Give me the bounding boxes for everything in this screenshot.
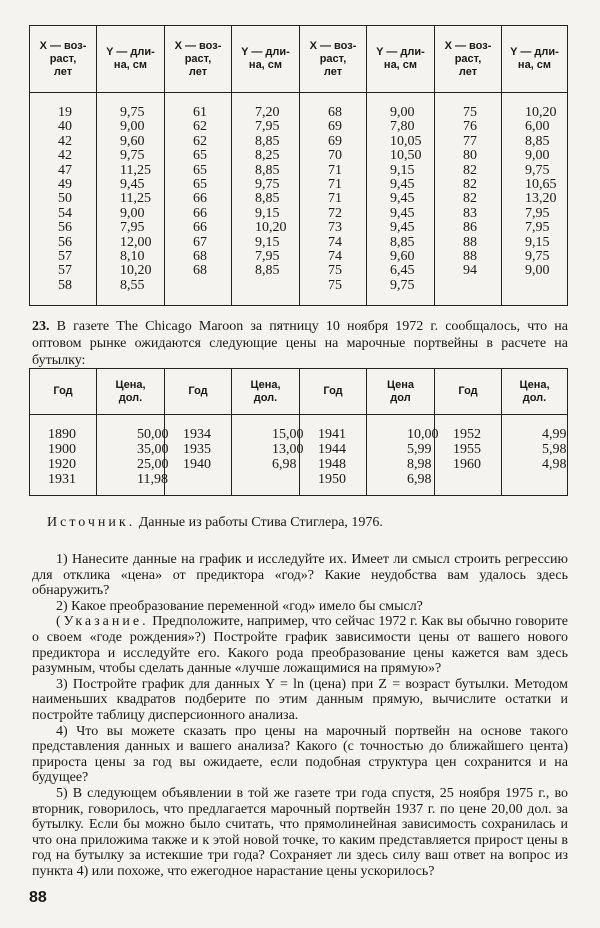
header-line: дол.	[253, 391, 278, 404]
table-cell: 69	[328, 119, 342, 135]
column-header	[165, 369, 232, 415]
column-header	[502, 369, 568, 415]
table-cell: 9,45	[120, 176, 145, 192]
question-3: 3) Постройте график для данных Y = ln (цена) при Z = возраст бутылки. Методом наименьших квадратов подберите по этим данным прямую, вычислите остатки и постройте таблицу дисперсионного анализа.	[32, 676, 568, 723]
table-cell: 10,00	[407, 427, 439, 442]
table-cell: 10,20	[255, 220, 287, 236]
column-header	[30, 369, 97, 415]
table-cell: 8,85	[525, 133, 550, 149]
table-cell: 15,00	[272, 427, 304, 442]
table-cell: 67	[193, 234, 207, 250]
table-cell: 66	[193, 220, 207, 236]
table-cell: 7,80	[390, 119, 415, 135]
table-cell: 1960	[453, 457, 481, 472]
table-cell: 9,60	[390, 248, 415, 264]
problem-text: В газете The Chicago Maroon за пятницу 10 ноября 1972 г. сообщалось, что на оптовом рынке ожидаются следующие цены на марочные портвейны в расчете на бутылку:	[32, 319, 568, 368]
header-line: раст,	[319, 52, 347, 65]
table-cell: 9,45	[390, 205, 415, 221]
problem-23	[32, 318, 568, 369]
column-header	[97, 26, 165, 93]
table-cell: 10,50	[390, 148, 422, 164]
column-header	[165, 26, 232, 93]
question-1: 1) Нанесите данные на график и исследуйте их. Имеет ли смысл строить регрессию для отклика «цена» от предиктора «год»? Какие неудобства вам удалось здесь обнаружить?	[32, 552, 568, 599]
table-cell: 75	[463, 105, 477, 120]
table-cell: 10,20	[525, 105, 557, 120]
table-cell: 10,20	[120, 263, 152, 279]
table-cell: 13,00	[272, 442, 304, 457]
table-cell: 40	[58, 119, 72, 135]
table-cell: 74	[328, 248, 342, 264]
table-cell: 75	[328, 263, 342, 279]
question-2-hint	[32, 614, 568, 676]
table-cell: 5,99	[407, 442, 432, 457]
table-cell: 7,95	[120, 220, 145, 236]
table-cell: 9,00	[525, 148, 550, 164]
table-cell: 1920	[48, 457, 76, 472]
table-cell: 1940	[183, 457, 211, 472]
value-column	[367, 93, 435, 306]
header-line: лет	[458, 65, 478, 78]
table-cell: 9,00	[120, 119, 145, 135]
table-cell: 9,75	[120, 105, 145, 120]
header-line: Год	[458, 385, 478, 397]
page-number: 88	[29, 889, 47, 906]
table-cell: 1955	[453, 442, 481, 457]
table-cell: 9,00	[390, 105, 415, 120]
table-cell: 54	[58, 205, 72, 221]
table-cell: 9,00	[120, 205, 145, 221]
column-header	[232, 26, 300, 93]
table-cell: 5,98	[542, 442, 567, 457]
table-cell: 68	[193, 248, 207, 264]
value-column	[97, 93, 165, 306]
table-cell: 66	[193, 205, 207, 221]
value-column	[97, 415, 169, 496]
table-cell: 9,75	[120, 148, 145, 164]
table-cell: 42	[58, 133, 72, 149]
table-cell: 9,60	[120, 133, 145, 149]
table-cell: 62	[193, 119, 207, 135]
table-cell: 42	[58, 148, 72, 164]
table-cell: 9,75	[525, 162, 550, 178]
table-cell: 9,75	[525, 248, 550, 264]
column-header	[435, 369, 502, 415]
key-column	[300, 93, 367, 306]
source-text: Данные из работы Стива Стиглера, 1976.	[135, 515, 383, 530]
table-cell: 25,00	[137, 457, 169, 472]
table-cell: 74	[328, 234, 342, 250]
wine-price-table-header	[30, 369, 568, 415]
table-cell: 86	[463, 220, 477, 236]
table-cell: 7,95	[255, 119, 280, 135]
table-cell: 50,00	[137, 427, 169, 442]
table-cell: 72	[328, 205, 342, 221]
key-column	[30, 415, 97, 496]
key-column	[165, 415, 232, 496]
header-line: лет	[53, 65, 73, 78]
source-note	[47, 514, 567, 531]
hint-text: Предположите, например, что сейчас 1972 г. Как вы обычно говорите о своем «годе рождения»?) Постройте график зависимости цены от вашего нового предиктора и исследуйте его. Какого рода преобразование цены кажется вам здесь разумным, чтобы сделать данные «лучше ложащимися на прямую»?	[32, 614, 568, 677]
header-line: Y — дли-	[241, 46, 290, 58]
table-cell: 12,00	[120, 234, 152, 250]
column-header	[435, 26, 502, 93]
table-cell: 58	[58, 277, 72, 293]
table-cell: 6,45	[390, 263, 415, 279]
table-cell: 10,65	[525, 176, 557, 192]
key-column	[165, 93, 232, 306]
problem-number: 23.	[32, 319, 50, 334]
table-cell: 80	[463, 148, 477, 164]
table-cell: 1900	[48, 442, 76, 457]
table-cell: 82	[463, 191, 477, 207]
table-cell: 75	[328, 277, 342, 293]
header-line: дол	[390, 391, 411, 404]
table-cell: 1944	[318, 442, 346, 457]
table-cell: 62	[193, 133, 207, 149]
table-cell: 4,98	[542, 457, 567, 472]
table-cell: 61	[193, 105, 207, 120]
table-cell: 7,20	[255, 105, 280, 120]
table-cell: 9,15	[255, 205, 280, 221]
value-column	[502, 93, 568, 306]
header-line: Цена,	[250, 378, 281, 391]
table-cell: 8,85	[255, 162, 280, 178]
column-header	[232, 369, 300, 415]
table-cell: 69	[328, 133, 342, 149]
wine-price-table	[29, 368, 568, 496]
age-length-table-body	[30, 93, 568, 306]
table-cell: 77	[463, 133, 477, 149]
value-column	[232, 415, 304, 496]
header-line: на, см	[113, 59, 148, 71]
question-2: 2) Какое преобразование переменной «год» имело бы смысл?	[56, 598, 423, 614]
header-line: на, см	[517, 59, 552, 71]
table-cell: 1941	[318, 427, 346, 442]
table-cell: 8,85	[255, 133, 280, 149]
header-line: лет	[188, 65, 208, 78]
table-cell: 47	[58, 162, 72, 178]
column-header	[367, 369, 435, 415]
column-header	[300, 26, 367, 93]
header-line: Год	[53, 385, 73, 397]
table-cell: 8,85	[255, 191, 280, 207]
table-cell: 65	[193, 162, 207, 178]
table-cell: 9,15	[525, 234, 550, 250]
table-cell: 7,95	[525, 205, 550, 221]
table-cell: 9,45	[390, 220, 415, 236]
table-cell: 9,75	[390, 277, 415, 293]
table-cell: 9,45	[390, 191, 415, 207]
header-line: Год	[188, 385, 208, 397]
table-cell: 7,95	[255, 248, 280, 264]
table-cell: 83	[463, 205, 477, 221]
hint-label: (Указание.	[56, 614, 149, 630]
table-cell: 56	[58, 220, 72, 236]
table-cell: 35,00	[137, 442, 169, 457]
table-cell: 10,05	[390, 133, 422, 149]
key-column	[30, 93, 97, 306]
age-length-table-header	[30, 26, 568, 93]
value-column	[502, 415, 568, 496]
table-cell: 71	[328, 162, 342, 178]
table-cell: 9,45	[390, 176, 415, 192]
table-cell: 11,25	[120, 191, 151, 207]
source-label: Источник.	[47, 515, 136, 530]
table-cell: 56	[58, 234, 72, 250]
key-column	[435, 415, 502, 496]
table-cell: 1950	[318, 472, 346, 487]
key-column	[300, 415, 367, 496]
table-cell: 8,55	[120, 277, 145, 293]
table-cell: 49	[58, 176, 72, 192]
table-cell: 66	[193, 191, 207, 207]
table-cell: 76	[463, 119, 477, 135]
header-line: Цена,	[115, 378, 146, 391]
value-column	[367, 415, 439, 496]
table-cell: 71	[328, 191, 342, 207]
header-line: Y — дли-	[106, 46, 155, 58]
header-line: дол.	[522, 391, 547, 404]
table-cell: 82	[463, 176, 477, 192]
header-line: раст,	[454, 52, 482, 65]
header-line: Y — дли-	[376, 46, 425, 58]
header-line: X — воз-	[39, 39, 87, 52]
table-cell: 73	[328, 220, 342, 236]
table-cell: 1935	[183, 442, 211, 457]
table-cell: 13,20	[525, 191, 557, 207]
column-header	[367, 26, 435, 93]
table-cell: 88	[463, 234, 477, 250]
column-header	[30, 26, 97, 93]
table-cell: 11,98	[137, 472, 168, 487]
column-header	[502, 26, 568, 93]
table-cell: 9,00	[525, 263, 550, 279]
table-cell: 8,85	[255, 263, 280, 279]
table-cell: 1890	[48, 427, 76, 442]
table-cell: 1934	[183, 427, 211, 442]
table-cell: 50	[58, 191, 72, 207]
table-cell: 8,10	[120, 248, 145, 264]
question-5: 5) В следующем объявлении в той же газете три года спустя, 25 ноября 1975 г., во вторник, говорилось, что предлагается марочный портвейн 1937 г. по цене 20,00 дол. за бутылку. Если бы можно было считать, что прямолинейная зависимость сохранилась и что она приложима также и к этой новой точке, то каким представляется прирост цены в год на бутылку за истекшие три года? Сохраняет ли здесь силу ваш ответ на вопрос из пункта 4) или похоже, что ежегодное нарастание цены ускорилось?	[32, 785, 568, 879]
table-cell: 8,98	[407, 457, 432, 472]
header-line: Цена	[386, 378, 415, 391]
header-line: раст,	[184, 52, 212, 65]
table-cell: 6,00	[525, 119, 550, 135]
table-cell: 70	[328, 148, 342, 164]
table-cell: 9,15	[255, 234, 280, 250]
wine-price-table-body	[30, 415, 568, 496]
table-cell: 88	[463, 248, 477, 264]
header-line: дол.	[118, 391, 143, 404]
header-line: на, см	[248, 59, 283, 71]
table-cell: 57	[58, 248, 72, 264]
header-line: X — воз-	[309, 39, 357, 52]
header-line: Год	[323, 385, 343, 397]
table-cell: 94	[463, 263, 477, 279]
table-cell: 71	[328, 176, 342, 192]
table-cell: 9,15	[390, 162, 415, 178]
table-cell: 7,95	[525, 220, 550, 236]
table-cell: 8,25	[255, 148, 280, 164]
question-4: 4) Что вы можете сказать про цены на марочный портвейн на основе такого представления данных и вашего анализа? Какого (с точностью до ближайшего цента) прироста цены за год вы ожидаете, если подобная структура цен сохранится и на будущее?	[32, 723, 568, 786]
column-header	[97, 369, 165, 415]
questions-block	[32, 552, 568, 879]
column-header	[300, 369, 367, 415]
table-cell: 19	[58, 105, 72, 120]
table-cell: 8,85	[390, 234, 415, 250]
header-line: Y — дли-	[510, 46, 559, 58]
header-line: лет	[323, 65, 343, 78]
table-cell: 9,75	[255, 176, 280, 192]
table-cell: 1952	[453, 427, 481, 442]
table-cell: 65	[193, 148, 207, 164]
table-cell: 11,25	[120, 162, 151, 178]
table-cell: 68	[328, 105, 342, 120]
table-cell: 4,99	[542, 427, 567, 442]
table-cell: 6,98	[272, 457, 297, 472]
header-line: X — воз-	[174, 39, 222, 52]
table-cell: 6,98	[407, 472, 432, 487]
header-line: на, см	[383, 59, 418, 71]
header-line: X — воз-	[444, 39, 492, 52]
table-cell: 68	[193, 263, 207, 279]
table-cell: 57	[58, 263, 72, 279]
value-column	[232, 93, 300, 306]
header-line: раст,	[49, 52, 77, 65]
header-line: Цена,	[519, 378, 550, 391]
age-length-table	[29, 25, 568, 306]
table-cell: 1948	[318, 457, 346, 472]
key-column	[435, 93, 502, 306]
table-cell: 65	[193, 176, 207, 192]
table-cell: 82	[463, 162, 477, 178]
table-cell: 1931	[48, 472, 76, 487]
